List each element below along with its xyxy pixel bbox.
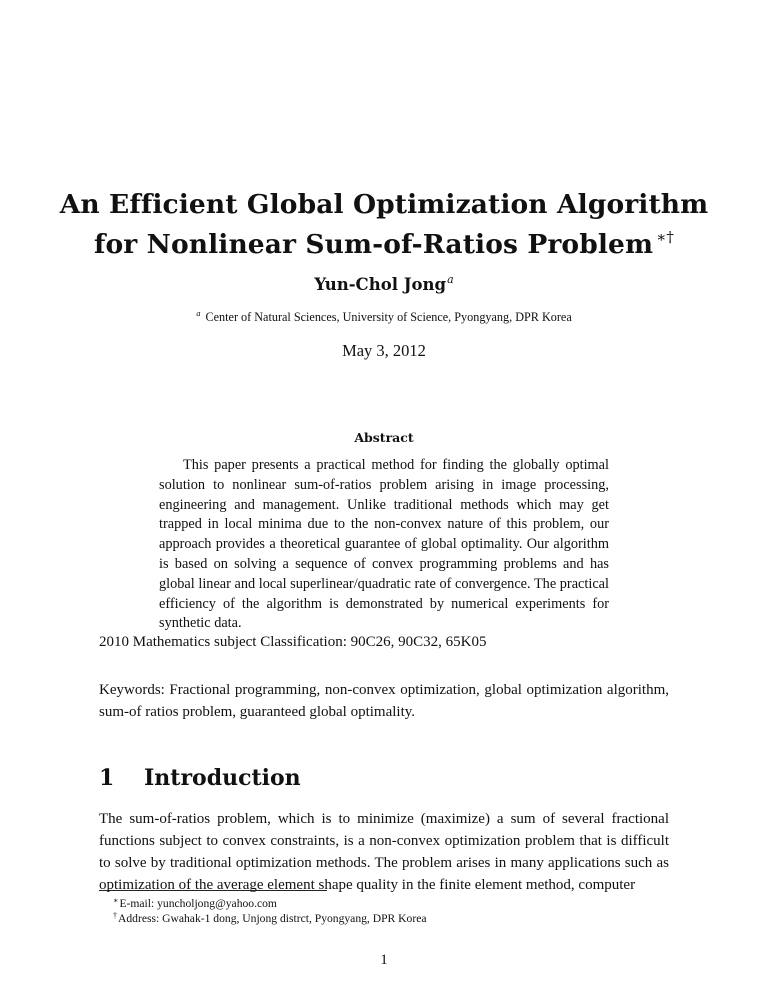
footnote-address (113, 908, 669, 926)
author-affiliation-mark: a (447, 273, 454, 286)
footnote-mark: † (113, 911, 117, 920)
footnote-rule (99, 890, 327, 891)
keywords: Keywords: Fractional programming, non-convex optimization, global optimization algorithm, sum-of ratios problem, guaranteed global optimality. (99, 682, 669, 720)
page-number: 1 (380, 952, 388, 968)
affiliation-text: Center of Natural Sciences, University of Science, Pyongyang, DPR Korea (205, 310, 572, 324)
footnote-mark: ∗ (113, 896, 119, 905)
title-line-2-text: for Nonlinear Sum-of-Ratios Problem (93, 229, 654, 260)
section-number: 1 (99, 765, 115, 791)
abstract-heading: Abstract (354, 430, 414, 445)
section-title: Introduction (144, 765, 301, 791)
affiliation (0, 305, 768, 325)
title-footnote-marks: ∗† (656, 228, 674, 246)
author-name (0, 270, 768, 295)
paper-date: May 3, 2012 (342, 341, 426, 360)
section-heading (99, 764, 301, 792)
footnote-text: Address: Gwahak-1 dong, Unjong distrct, Pyongyang, DPR Korea (118, 912, 427, 925)
author-text: Yun-Chol Jong (314, 275, 447, 294)
affiliation-mark: a (196, 308, 201, 318)
title-line-1: An Efficient Global Optimization Algorithm (59, 189, 709, 220)
title-line-2 (0, 221, 768, 261)
abstract-text: This paper presents a practical method for finding the globally optimal solution to nonlinear sum-of-ratios problem arising in image processing, engineering and management. Unlike traditional methods which may get trapped in local minima due to the non-convex nature of this problem, our approach provides a theoretical guarantee of global optimality. Our algorithm is based on solving a sequence of convex programming problems and has global linear and local superlinear/quadratic rate of convergence. The practical efficiency of the algorithm is demonstrated by numerical experiments for synthetic data. (159, 457, 609, 632)
subject-classification: 2010 Mathematics subject Classification: 90C26, 90C32, 65K05 (99, 634, 487, 650)
introduction-text: The sum-of-ratios problem, which is to minimize (maximize) a sum of several fractional functions subject to convex constraints, is a non-convex optimization problem that is difficult to solve by traditional optimization methods. The problem arises in many applications such as optimization of the average element shape quality in the finite element method, computer (99, 811, 669, 893)
paper-title (0, 188, 768, 261)
footnote-text: E-mail: yuncholjong@yahoo.com (119, 897, 277, 910)
